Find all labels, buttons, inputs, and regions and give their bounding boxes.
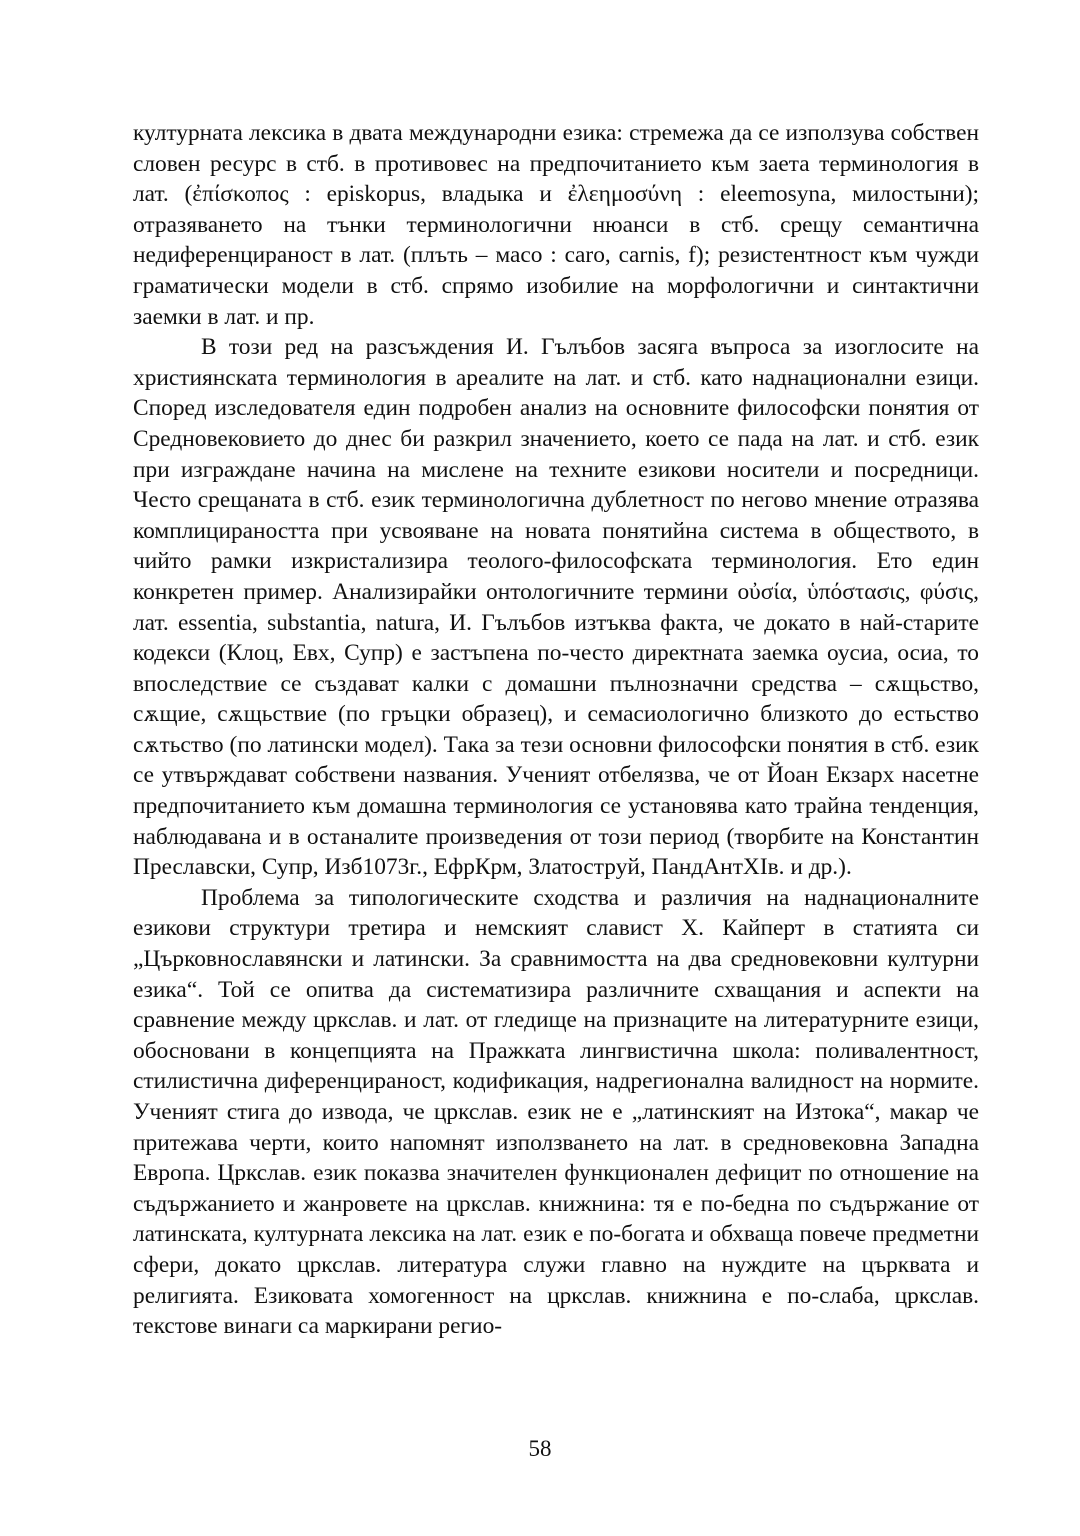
paragraph-galabov: В този ред на разсъждения И. Гълъбов засяга въпроса за изоглосите на християнската терминология в ареалите на лат. и стб. като наднационални езици. Според изследователя един подробен анализ на основните философски понятия от Средновековието до днес би разкрил значението, което се пада на лат. и стб. език при изграждане начина на мислене на техните езикови носители и посредници. Често срещаната в стб. език терминологична дублетност по негово мнение отразява комплицираността при усвояване на новата понятийна система в обществото, в чийто рамки изкристализира теолого-философската терминология. Ето един конкретен пример. Анализирайки онтологичните термини οὐσία, ὑπόστασις, φύσις, лат. essentia, substantia, natura, И. Гълъбов изтъква факта, че докато в най-старите кодекси (Клоц, Евх, Супр) е застъпена по-често директната заемка оусиа, осиа, то впоследствие се създават калки с домашни пълнозначни средства – сѫщьство, сѫщие, сѫщьствие (по гръцки образец), и семасиологично близкото до естьство сѫтьство (по латински модел). Така за тези основни философски понятия в стб. език се утвърждават собствени названия. Ученият отбелязва, че от Йоан Екзарх насетне предпочитанието към домашна терминология се установява като трайна тенденция, наблюдавана и в останалите произведения от този период (творбите на Константин Преславски, Супр, Изб1073г., ЕфрКрм, Златоструй, ПандАнтXIв. и др.). xyxy=(133,334,979,881)
body-text xyxy=(133,118,979,1342)
paragraph-continuation: културната лексика в двата международни езика: стремежа да се използува собствен словен ресурс в стб. в противовес на предпочитанието към заета терминология в лат. (ἐπίσκοπος : episkopus, владыка и ἐλεημοσύνη : eleemosyna, милостыни); отразяването на тънки терминологични нюанси в стб. срещу семантична недиференцираност в лат. (плъть – масо : caro, carnis, f); резистентност към чужди граматически модели в стб. спрямо изобилие на морфологични и синтактични заемки в лат. и пр. xyxy=(133,120,979,330)
page-number: 58 xyxy=(528,1436,552,1461)
paragraph-keipert: Проблема за типологическите сходства и различия на наднационалните езикови структури третира и немският славист Х. Кайперт в статията си „Църковнославянски и латински. За сравнимостта на два средновековни културни езика“. Той се опитва да систематизира различните схващания и аспекти на сравнение между цркслав. и лат. от гледище на признаците на литературните езици, обосновани в концепцията на Пражката лингвистична школа: поливалентност, стилистична диференцираност, кодификация, надрегионална валидност на нормите. Ученият стига до извода, че цркслав. език не е „латинският на Изтока“, макар че притежава черти, които напомнят използването на лат. в средновековна Западна Европа. Цркслав. език показва значителен функционален дефицит по отношение на съдържанието и жанровете на цркслав. книжнина: тя е по-бедна по съдържание от латинската, културната лексика на лат. език е по-богата и обхваща повече предметни сфери, докато цркслав. литература служи главно на нуждите на църквата и религията. Езиковата хомогенност на цркслав. книжнина е по-слаба, цркслав. текстове винаги са маркирани регио- xyxy=(133,884,979,1340)
